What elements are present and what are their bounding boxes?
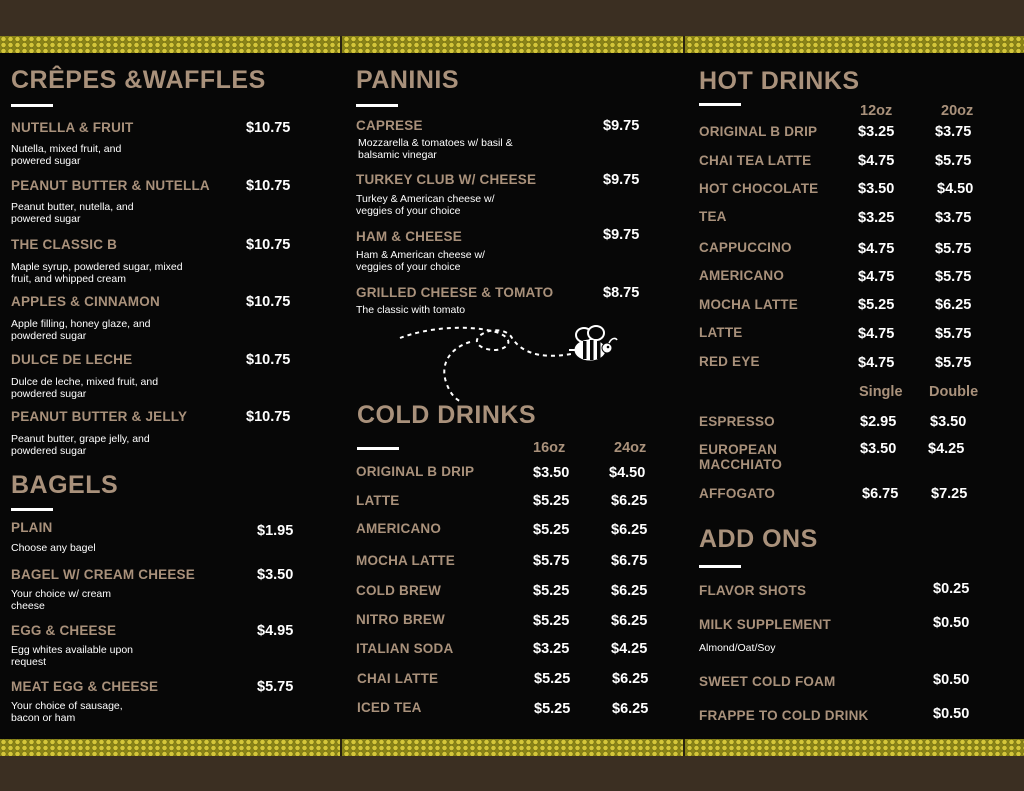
cold-drink-price-24oz: $6.25 <box>611 613 648 629</box>
cold-drink-name: ITALIAN SODA <box>356 641 454 656</box>
size-label-20oz: 20oz <box>941 103 974 119</box>
shot-label-double: Double <box>929 384 979 400</box>
panini-item-name: GRILLED CHEESE & TOMATO <box>356 285 554 300</box>
heading-rule <box>699 103 741 106</box>
hot-drink-price-12oz: $5.25 <box>858 297 895 313</box>
crepe-item-name: PEANUT BUTTER & JELLY <box>11 409 188 424</box>
cold-drinks-heading: COLD DRINKS <box>357 401 537 429</box>
bagel-item-name: BAGEL W/ CREAM CHEESE <box>11 567 195 582</box>
hot-drink-name: CHAI TEA LATTE <box>699 153 812 168</box>
hot-drink-price-12oz: $4.75 <box>858 241 895 257</box>
crepe-item-name: DULCE DE LECHE <box>11 352 133 367</box>
panini-item-price: $9.75 <box>603 172 640 188</box>
crepe-item-desc: Apple filling, honey glaze, and powdered sugar <box>11 318 151 342</box>
cold-drink-price-24oz: $6.25 <box>611 493 648 509</box>
bagel-item-price: $4.95 <box>257 623 294 639</box>
fold-divider <box>340 739 342 756</box>
top-band <box>0 0 1024 36</box>
cold-drink-name: COLD BREW <box>356 583 442 598</box>
crepe-item-name: APPLES & CINNAMON <box>11 294 160 309</box>
hot-drink-price-12oz: $3.25 <box>858 210 895 226</box>
bagel-item-name: PLAIN <box>11 520 53 535</box>
heading-rule <box>357 447 399 450</box>
crepe-item-desc: Peanut butter, grape jelly, and powdered sugar <box>11 433 150 457</box>
hot-drink-name: CAPPUCCINO <box>699 240 792 255</box>
hot-drink-price-20oz: $5.75 <box>935 241 972 257</box>
crepe-item-price: $10.75 <box>246 237 291 253</box>
hot-drink-price-20oz: $6.25 <box>935 297 972 313</box>
cold-drink-price-24oz: $4.25 <box>611 641 648 657</box>
hot-drink-price-12oz: $3.25 <box>858 124 895 140</box>
cold-drink-price-16oz: $5.25 <box>533 613 570 629</box>
fold-divider <box>340 36 342 53</box>
hot-drink-price-20oz: $4.50 <box>937 181 974 197</box>
fold-divider <box>683 36 685 53</box>
espresso-drink-name: EUROPEAN MACCHIATO <box>699 442 783 472</box>
heading-rule <box>11 104 53 107</box>
crepe-item-price: $10.75 <box>246 178 291 194</box>
hot-drink-name: AMERICANO <box>699 268 785 283</box>
cold-drink-price-16oz: $5.25 <box>533 583 570 599</box>
hot-drink-name: TEA <box>699 209 727 224</box>
panini-item-price: $9.75 <box>603 227 640 243</box>
espresso-price-single: $6.75 <box>862 486 899 502</box>
hot-drink-name: RED EYE <box>699 354 760 369</box>
crepe-item-desc: Nutella, mixed fruit, and powered sugar <box>11 143 122 167</box>
cold-drink-price-16oz: $5.25 <box>534 671 571 687</box>
shot-label-single: Single <box>859 384 903 400</box>
crepe-item-desc: Dulce de leche, mixed fruit, and powdered sugar <box>11 376 159 400</box>
cold-drink-price-24oz: $4.50 <box>609 465 646 481</box>
espresso-drink-name: AFFOGATO <box>699 486 776 501</box>
crepe-item-name: PEANUT BUTTER & NUTELLA <box>11 178 210 193</box>
cold-drink-price-16oz: $3.50 <box>533 465 570 481</box>
bagel-item-desc: Your choice of sausage, bacon or ham <box>11 700 123 724</box>
add-on-name: FLAVOR SHOTS <box>699 583 807 598</box>
crepe-item-price: $10.75 <box>246 120 291 136</box>
espresso-price-double: $7.25 <box>931 486 968 502</box>
crepe-item-name: NUTELLA & FRUIT <box>11 120 134 135</box>
panini-item-desc: Turkey & American cheese w/ veggies of your choice <box>356 193 495 217</box>
crepe-item-price: $10.75 <box>246 409 291 425</box>
add-on-name: FRAPPE TO COLD DRINK <box>699 708 869 723</box>
hot-drink-price-12oz: $4.75 <box>858 269 895 285</box>
panini-item-name: CAPRESE <box>356 118 423 133</box>
cold-drink-name: CHAI LATTE <box>357 671 439 686</box>
bagels-heading: BAGELS <box>11 471 119 499</box>
add-on-price: $0.50 <box>933 672 970 688</box>
hot-drink-price-12oz: $4.75 <box>858 326 895 342</box>
add-on-price: $0.25 <box>933 581 970 597</box>
hot-drink-name: HOT CHOCOLATE <box>699 181 819 196</box>
bagel-item-name: EGG & CHEESE <box>11 623 117 638</box>
panini-item-price: $8.75 <box>603 285 640 301</box>
bagel-item-desc: Egg whites available upon request <box>11 644 134 668</box>
heading-rule <box>356 104 398 107</box>
crepe-item-price: $10.75 <box>246 352 291 368</box>
cold-drink-name: LATTE <box>356 493 400 508</box>
fold-divider <box>683 739 685 756</box>
panini-item-name: TURKEY CLUB W/ CHEESE <box>356 172 537 187</box>
hot-drinks-heading: HOT DRINKS <box>699 67 860 95</box>
espresso-price-double: $3.50 <box>930 414 967 430</box>
cold-drink-price-24oz: $6.75 <box>611 553 648 569</box>
crepes-heading: CRÊPES &WAFFLES <box>11 66 266 94</box>
bagel-item-price: $1.95 <box>257 523 294 539</box>
hot-drink-price-12oz: $4.75 <box>858 355 895 371</box>
hot-drink-price-20oz: $3.75 <box>935 124 972 140</box>
espresso-drink-name: ESPRESSO <box>699 414 775 429</box>
cold-drink-price-24oz: $6.25 <box>611 522 648 538</box>
espresso-price-single: $2.95 <box>860 414 897 430</box>
cold-drink-price-16oz: $5.25 <box>533 493 570 509</box>
crepe-item-desc: Maple syrup, powdered sugar, mixed fruit, and whipped cream <box>11 261 183 285</box>
panini-item-desc: Ham & American cheese w/ veggies of your choice <box>356 249 485 273</box>
espresso-price-single: $3.50 <box>860 441 897 457</box>
size-label-12oz: 12oz <box>860 103 893 119</box>
heading-rule <box>11 508 53 511</box>
panini-item-desc: The classic with tomato <box>356 304 466 316</box>
cold-drink-name: ICED TEA <box>357 700 422 715</box>
cold-drink-name: ORIGINAL B DRIP <box>356 464 475 479</box>
hot-drink-name: MOCHA LATTE <box>699 297 798 312</box>
crepe-item-price: $10.75 <box>246 294 291 310</box>
size-label-16oz: 16oz <box>533 440 566 456</box>
honeycomb-border-bottom <box>0 739 1024 756</box>
crepe-item-desc: Peanut butter, nutella, and powered sugar <box>11 201 134 225</box>
hot-drink-price-20oz: $5.75 <box>935 326 972 342</box>
add-on-price: $0.50 <box>933 615 970 631</box>
hot-drink-price-20oz: $5.75 <box>935 153 972 169</box>
add-on-name: MILK SUPPLEMENT <box>699 617 832 632</box>
size-label-24oz: 24oz <box>614 440 647 456</box>
hot-drink-price-12oz: $3.50 <box>858 181 895 197</box>
hot-drink-name: LATTE <box>699 325 743 340</box>
paninis-heading: PANINIS <box>356 66 460 94</box>
bagel-item-price: $3.50 <box>257 567 294 583</box>
add-ons-heading: ADD ONS <box>699 525 818 553</box>
add-on-name: SWEET COLD FOAM <box>699 674 836 689</box>
espresso-price-double: $4.25 <box>928 441 965 457</box>
cold-drink-name: NITRO BREW <box>356 612 445 627</box>
bagel-item-desc: Your choice w/ cream cheese <box>11 588 111 612</box>
crepe-item-name: THE CLASSIC B <box>11 237 118 252</box>
cold-drink-price-16oz: $3.25 <box>533 641 570 657</box>
panini-item-desc: Mozzarella & tomatoes w/ basil & balsamic vinegar <box>358 137 513 161</box>
cold-drink-price-16oz: $5.25 <box>534 701 571 717</box>
cold-drink-price-24oz: $6.25 <box>612 701 649 717</box>
add-on-desc: Almond/Oat/Soy <box>699 642 776 654</box>
bagel-item-name: MEAT EGG & CHEESE <box>11 679 159 694</box>
cold-drink-name: MOCHA LATTE <box>356 553 455 568</box>
hot-drink-price-20oz: $3.75 <box>935 210 972 226</box>
cold-drink-price-24oz: $6.25 <box>612 671 649 687</box>
panini-item-name: HAM & CHEESE <box>356 229 462 244</box>
cold-drink-price-24oz: $6.25 <box>611 583 648 599</box>
honeycomb-border-top <box>0 36 1024 53</box>
hot-drink-price-20oz: $5.75 <box>935 355 972 371</box>
hot-drink-price-12oz: $4.75 <box>858 153 895 169</box>
cold-drink-price-16oz: $5.75 <box>533 553 570 569</box>
bottom-band <box>0 756 1024 791</box>
cold-drink-name: AMERICANO <box>356 521 442 536</box>
hot-drink-name: ORIGINAL B DRIP <box>699 124 818 139</box>
bee-icon <box>396 320 626 402</box>
panini-item-price: $9.75 <box>603 118 640 134</box>
cold-drink-price-16oz: $5.25 <box>533 522 570 538</box>
hot-drink-price-20oz: $5.75 <box>935 269 972 285</box>
bagel-item-price: $5.75 <box>257 679 294 695</box>
add-on-price: $0.50 <box>933 706 970 722</box>
heading-rule <box>699 565 741 568</box>
bagel-item-desc: Choose any bagel <box>11 542 96 554</box>
